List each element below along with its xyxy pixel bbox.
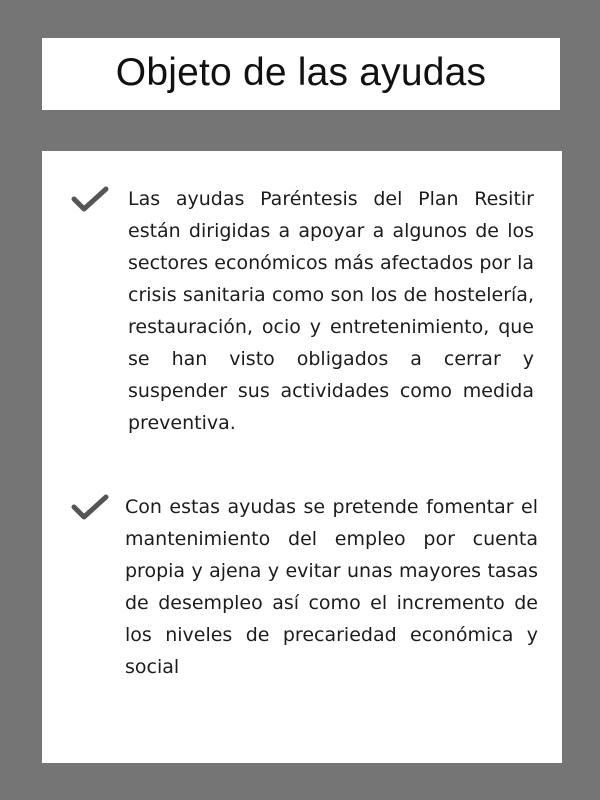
list-item (70, 491, 538, 683)
title-banner (42, 38, 560, 110)
list-item (70, 183, 534, 439)
content-panel (42, 151, 562, 763)
checkmark-icon (70, 493, 110, 523)
checkmark-icon (70, 185, 110, 215)
item-text: Las ayudas Paréntesis del Plan Resitir están dirigidas a apoyar a algunos de los sectores económicos más afectados por la crisis sanitaria como son los de hostelería, restauración, ocio y entretenimiento, que se han visto obligados a cerrar y suspender sus actividades como medida preventiva. (128, 188, 534, 434)
page-title: Objeto de las ayudas (115, 51, 487, 94)
item-text: Con estas ayudas se pretende fomentar el mantenimiento del empleo por cuenta propia y ajena y evitar unas mayores tasas de desempleo así como el incremento de los niveles de precariedad económica y social (125, 496, 538, 678)
